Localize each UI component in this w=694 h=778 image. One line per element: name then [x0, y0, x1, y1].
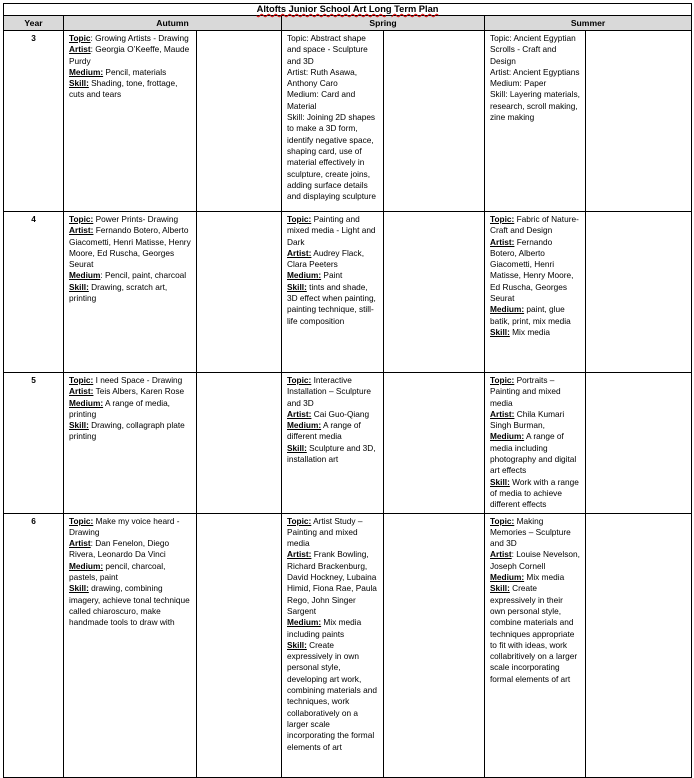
table-row — [4, 373, 692, 514]
plan-entry — [490, 214, 580, 237]
entry-text: Mix media — [509, 326, 550, 337]
autumn-cell — [64, 31, 197, 212]
entry-text: : Growing Artists - Drawing — [90, 33, 189, 43]
entry-label: Medium: — [287, 270, 322, 281]
entry-text: Mix media — [524, 572, 565, 583]
autumn-notes-cell — [197, 31, 282, 212]
entry-text: Teis Albers, Karen Rose — [93, 386, 185, 397]
entry-text: Artist Study – Painting and mixed media — [287, 515, 363, 549]
entry-label: Artist: — [287, 549, 312, 560]
entry-text: A range of media, printing — [69, 397, 170, 419]
plan-entry — [490, 237, 580, 305]
plan-entry — [287, 248, 378, 271]
entry-text: paint, glue batik, print, mix media — [490, 304, 571, 326]
plan-entry — [69, 375, 191, 386]
summer-notes-cell — [586, 31, 692, 212]
entry-text: Make my voice heard - Drawing — [69, 515, 180, 537]
spring-notes-cell — [384, 31, 485, 212]
entry-text: Paint — [321, 270, 343, 281]
summer-cell — [485, 31, 586, 212]
entry-label: Skill: — [287, 281, 307, 292]
year-cell: 4 — [4, 212, 64, 373]
autumn-cell — [64, 513, 197, 777]
plan-entry — [69, 225, 191, 270]
plan-entry — [490, 33, 580, 67]
entry-text: tints and shade, 3D effect when painting, painting technique, still-life composition — [287, 281, 376, 326]
title-row — [4, 4, 692, 16]
entry-label: Medium: — [490, 431, 525, 442]
plan-entry — [69, 561, 191, 584]
summer-cell — [485, 212, 586, 373]
entry-text: Fernando Botero, Alberto Giacometti, Henri Matisse, Henry Moore, Ed Ruscha, Georges Seurat — [69, 225, 191, 270]
spring-cell — [282, 31, 384, 212]
entry-text: Portraits – Painting and mixed media — [490, 375, 561, 408]
entry-text: Drawing, collagraph plate printing — [69, 420, 185, 442]
long-term-plan-table — [3, 3, 692, 778]
plan-entry — [490, 409, 580, 432]
autumn-header: Autumn — [64, 16, 282, 31]
plan-entry — [69, 270, 191, 281]
entry-label: Skill: — [287, 442, 307, 453]
plan-entry — [69, 214, 191, 225]
entry-label: Medium: — [69, 397, 104, 408]
entry-text: Artist: Ancient Egyptians — [490, 66, 580, 77]
plan-entry — [490, 572, 580, 583]
entry-label: Skill: — [490, 476, 510, 487]
plan-entry — [287, 67, 378, 90]
plan-entry — [490, 549, 580, 572]
entry-text: Skill: Joining 2D shapes to make a 3D form, identify negative space, shaping card, use of material effectively in sculpture, create joins, adding surface details and displaying sculpture — [287, 112, 377, 202]
entry-label: Topic — [69, 33, 91, 43]
plan-entry — [69, 67, 191, 78]
plan-entry — [490, 477, 580, 511]
spring-cell — [282, 373, 384, 514]
entry-text: Pencil, materials — [103, 66, 167, 77]
entry-label: Medium: — [287, 420, 322, 431]
plan-entry — [69, 398, 191, 421]
autumn-notes-cell — [197, 373, 282, 514]
plan-entry — [69, 78, 191, 101]
entry-text: Sculpture and 3D, installation art — [287, 442, 376, 465]
plan-entry — [69, 44, 191, 67]
entry-label: Topic: — [69, 375, 94, 385]
entry-label: Artist: — [287, 408, 312, 419]
entry-text: drawing, combining imagery, achieve tonal technique called chiaroscuro, make handmade tools to draw with — [69, 583, 190, 628]
entry-text: : Dan Fenelon, Diego Rivera, Leonardo Da Vinci — [69, 538, 170, 560]
entry-label: Skill: — [490, 326, 510, 337]
plan-entry — [287, 89, 378, 112]
summer-notes-cell — [586, 373, 692, 514]
plan-entry — [287, 549, 378, 617]
spring-header: Spring — [282, 16, 485, 31]
entry-text: Shading, tone, frottage, cuts and tears — [69, 78, 178, 100]
year-header: Year — [4, 16, 64, 31]
plan-entry — [490, 516, 580, 550]
entry-label: Skill: — [69, 281, 89, 292]
plan-entry — [287, 409, 378, 420]
header-row — [4, 16, 692, 31]
entry-text: Drawing, scratch art, printing — [69, 281, 168, 304]
table-row — [4, 31, 692, 212]
entry-label: Topic: — [490, 214, 515, 224]
plan-entry — [69, 516, 191, 539]
plan-entry — [287, 214, 378, 248]
entry-text: : Georgia O’Keeffe, Maude Purdy — [69, 44, 190, 66]
entry-text: : Louise Nevelson, Joseph Cornell — [490, 549, 580, 571]
plan-entry — [69, 386, 191, 397]
spring-cell — [282, 212, 384, 373]
entry-label: Topic: — [490, 375, 515, 385]
plan-entry — [490, 327, 580, 338]
entry-label: Artist — [490, 549, 512, 560]
year-cell: 3 — [4, 31, 64, 212]
entry-text: Work with a range of media to achieve different effects — [490, 476, 579, 510]
table-row — [4, 513, 692, 777]
spring-notes-cell — [384, 373, 485, 514]
plan-entry — [287, 112, 378, 202]
entry-label: Skill: — [69, 78, 89, 89]
entry-label: Medium: — [69, 66, 104, 77]
entry-text: Medium: Card and Material — [287, 89, 356, 111]
plan-entry — [490, 304, 580, 327]
plan-entry — [490, 67, 580, 78]
entry-text: A range of media including photography and digital art effects — [490, 431, 577, 476]
plan-entry — [287, 443, 378, 466]
entry-label: Topic: — [490, 515, 515, 526]
entry-text: Making Memories – Sculpture and 3D — [490, 515, 571, 549]
plan-entry — [69, 282, 191, 305]
year-cell: 6 — [4, 513, 64, 777]
summer-header: Summer — [485, 16, 692, 31]
entry-label: Topic: — [69, 214, 94, 224]
entry-text: Audrey Flack, Clara Peeters — [287, 247, 365, 270]
plan-entry — [69, 583, 191, 628]
entry-text: Chila Kumari Singh Burman, — [490, 408, 565, 431]
entry-text: Topic: Ancient Egyptian Scrolls - Craft and Design — [490, 33, 576, 66]
spring-cell — [282, 513, 384, 777]
plan-entry — [490, 375, 580, 409]
entry-label: Artist: — [69, 386, 94, 397]
entry-label: Artist: — [490, 408, 515, 419]
plan-entry — [287, 375, 378, 409]
entry-text: Topic: Abstract shape and space - Sculpture and 3D — [287, 33, 368, 66]
plan-entry — [287, 617, 378, 640]
plan-entry — [490, 431, 580, 476]
summer-notes-cell — [586, 212, 692, 373]
summer-notes-cell — [586, 513, 692, 777]
plan-entry — [69, 538, 191, 561]
plan-entry — [287, 640, 378, 753]
page-title — [4, 4, 692, 16]
plan-entry — [69, 420, 191, 443]
entry-label: Artist: — [69, 225, 94, 236]
summer-cell — [485, 373, 586, 514]
entry-label: Medium: — [69, 560, 104, 571]
entry-label: Artist — [69, 538, 91, 549]
entry-label: Topic: — [69, 515, 94, 526]
entry-label: Skill: — [69, 583, 89, 594]
entry-label: Medium — [69, 270, 101, 281]
plan-entry — [490, 583, 580, 685]
plan-entry — [287, 33, 378, 67]
entry-text: : Pencil, paint, charcoal — [100, 270, 187, 281]
entry-text: pencil, charcoal, pastels, paint — [69, 560, 166, 583]
entry-text: Mix media including paints — [287, 617, 362, 639]
entry-label: Skill: — [69, 420, 89, 431]
entry-label: Topic: — [287, 375, 312, 385]
entry-label: Skill: — [287, 639, 307, 650]
plan-entry — [287, 282, 378, 327]
autumn-cell — [64, 373, 197, 514]
table-row — [4, 212, 692, 373]
plan-entry — [490, 89, 580, 123]
spring-notes-cell — [384, 212, 485, 373]
entry-text: Interactive Installation – Sculpture and 3D — [287, 375, 371, 408]
year-cell: 5 — [4, 373, 64, 514]
autumn-notes-cell — [197, 513, 282, 777]
entry-label: Medium: — [490, 572, 525, 583]
entry-label: Medium: — [287, 617, 322, 628]
entry-label: Artist — [69, 44, 91, 55]
autumn-cell — [64, 212, 197, 373]
autumn-notes-cell — [197, 212, 282, 373]
entry-text: I need Space - Drawing — [93, 375, 183, 385]
entry-text: Create expressively in own personal style, developing art work, combining materials and techniques, work collaboratively on a larger scale incorporating the formal elements of art — [287, 639, 377, 752]
plan-entry — [287, 420, 378, 443]
plan-entry — [490, 78, 580, 89]
entry-text: Medium: Paper — [490, 78, 547, 89]
entry-text: Artist: Ruth Asawa, Anthony Caro — [287, 66, 358, 89]
entry-text: Power Prints- Drawing — [93, 214, 179, 224]
entry-label: Artist: — [287, 247, 312, 258]
entry-text: Skill: Layering materials, research, scroll making, zine making — [490, 89, 580, 123]
entry-label: Medium: — [490, 304, 525, 315]
plan-entry — [69, 33, 191, 44]
entry-text: A range of different media — [287, 420, 361, 442]
entry-text: Fabric of Nature- Craft and Design — [490, 214, 579, 236]
plan-entry — [287, 270, 378, 281]
entry-label: Topic: — [287, 214, 312, 224]
entry-label: Topic: — [287, 515, 312, 526]
entry-text: Frank Bowling, Richard Brackenburg, David Hockney, Lubaina Himid, Fiona Rae, Paula Rego, John Singer Sargent — [287, 549, 377, 616]
entry-label: Skill: — [490, 583, 510, 594]
summer-cell — [485, 513, 586, 777]
entry-text: Cai Guo-Qiang — [311, 408, 370, 419]
spring-notes-cell — [384, 513, 485, 777]
entry-text: Fernando Botero, Alberto Giacometti, Henri Matisse, Henry Moore, Ed Ruscha, Georges Seurat — [490, 236, 574, 304]
entry-text: Create expressively in their own personal style, combine materials and techniques appropriate to fit with ideas, work collabritively on a larger scale incorporating formal elements of art — [490, 583, 578, 684]
entry-label: Artist: — [490, 236, 515, 247]
plan-entry — [287, 516, 378, 550]
entry-text: Painting and mixed media - Light and Dark — [287, 214, 376, 247]
page-title-text: Altofts Junior School Art Long Term Plan — [256, 4, 439, 14]
